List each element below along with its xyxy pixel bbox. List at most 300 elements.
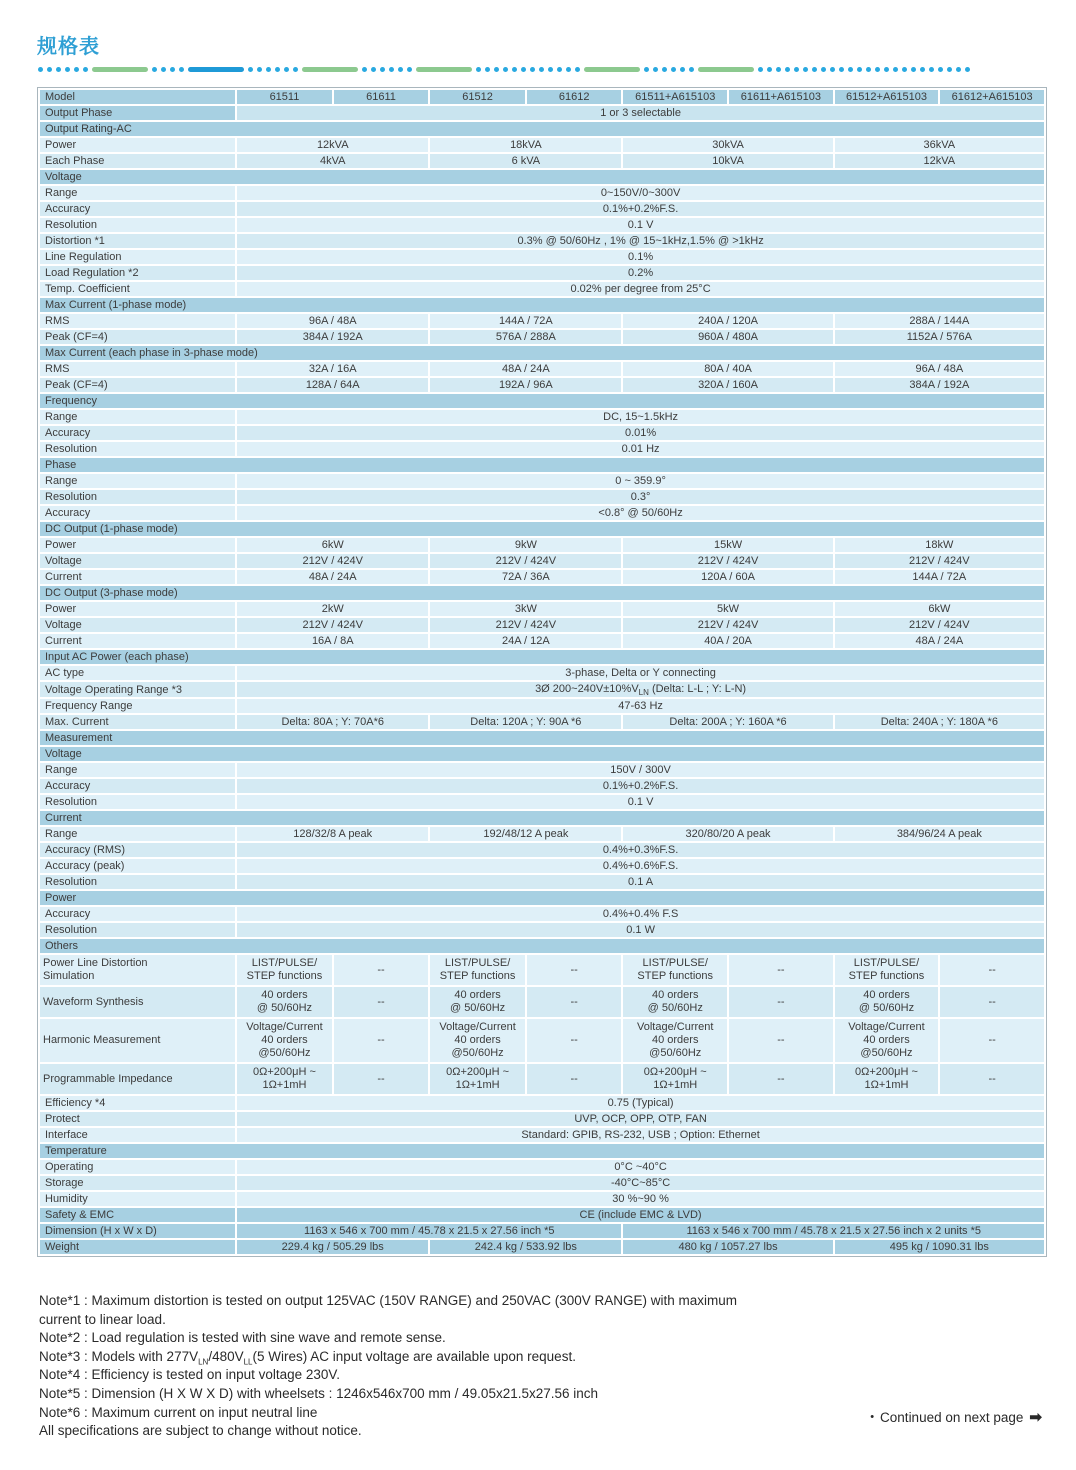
cell-value: 12kVA [236,137,429,153]
spec-table-body [39,89,1045,1255]
cell-value: -40°C~85°C [236,1175,1045,1191]
table-row [39,938,1045,954]
table-row [39,922,1045,938]
dot-icon [503,67,508,72]
cell-value: 0.02% per degree from 25°C [236,281,1045,297]
row-label: AC type [39,665,236,681]
row-label: Resolution [39,874,236,890]
table-row [39,105,1045,121]
row-label: RMS [39,313,236,329]
dot-icon [653,67,658,72]
cell-value: 320/80/20 A peak [622,826,833,842]
cell-value: 212V / 424V [236,617,429,633]
note-line: Note*2 : Load regulation is tested with sine wave and remote sense. [39,1330,446,1346]
dot-icon [575,67,580,72]
dot-icon [830,67,835,72]
table-row [39,1111,1045,1127]
cell-value: 1 or 3 selectable [236,105,1045,121]
cell-value: Voltage/Current 40 orders @50/60Hz [834,1018,940,1063]
note-line: Note*4 : Efficiency is tested on input voltage 230V. [39,1367,340,1383]
dot-icon [371,67,376,72]
cell-value: 9kW [429,537,622,553]
cell-value: 242.4 kg / 533.92 lbs [429,1239,622,1255]
dot-icon [275,67,280,72]
cell-value: 212V / 424V [236,553,429,569]
cell-value: 15kW [622,537,833,553]
cell-value: -- [728,1063,834,1095]
table-row [39,649,1045,665]
table-row [39,762,1045,778]
cell-value: 30kVA [622,137,833,153]
cell-value: 36kVA [834,137,1045,153]
row-label: Current [39,633,236,649]
cell-value: 240A / 120A [622,313,833,329]
row-label: Power [39,537,236,553]
table-row [39,361,1045,377]
cell-value: 0.1 W [236,922,1045,938]
dot-icon [884,67,889,72]
section-header: Measurement [39,730,1045,746]
table-row [39,1207,1045,1223]
cell-value: 0.3% @ 50/60Hz , 1% @ 15~1kHz,1.5% @ >1kHz [236,233,1045,249]
table-row [39,473,1045,489]
dot-icon [848,67,853,72]
cell-value: 212V / 424V [834,617,1045,633]
cell-value: 16A / 8A [236,633,429,649]
row-label: Accuracy [39,906,236,922]
dot-icon [170,67,175,72]
cell-value: 0°C ~40°C [236,1159,1045,1175]
section-header: Others [39,938,1045,954]
dot-icon [56,67,61,72]
note-line: All specifications are subject to change without notice. [39,1423,362,1439]
table-row [39,297,1045,313]
table-row [39,842,1045,858]
cell-value: 0.01 Hz [236,441,1045,457]
table-row [39,746,1045,762]
bullet-icon: • [870,1411,875,1423]
cell-value: 61512+A615103 [834,89,940,105]
cell-value: -- [939,1018,1045,1063]
cell-value: 0~150V/0~300V [236,185,1045,201]
dot-icon [152,67,157,72]
cell-value: 6kW [236,537,429,553]
table-row [39,906,1045,922]
table-row [39,1159,1045,1175]
dot-icon [857,67,862,72]
table-row [39,714,1045,730]
table-row [39,153,1045,169]
cell-value: 384A / 192A [834,377,1045,393]
dot-icon [803,67,808,72]
section-header: Power [39,890,1045,906]
row-label: Range [39,409,236,425]
table-row [39,665,1045,681]
cell-value: -- [526,1018,623,1063]
dot-icon [389,67,394,72]
cell-value: -- [728,986,834,1018]
table-row [39,826,1045,842]
table-row [39,537,1045,553]
note-line: Note*5 : Dimension (H X W X D) with wheelsets : 1246x546x700 mm / 49.05x21.5x27.56 inch [39,1386,599,1402]
cell-value: 96A / 48A [834,361,1045,377]
table-row [39,457,1045,473]
cell-value: 47-63 Hz [236,698,1045,714]
cell-value: 3Ø $200\sim 240V\pm 10\%V_{LN}$ (Delta: L-L ; Y: L-N) [236,681,1045,698]
table-row [39,810,1045,826]
cell-value: 0.1 V [236,217,1045,233]
cell-value: -- [333,1063,430,1095]
row-label: Frequency Range [39,698,236,714]
row-label: Efficiency *4 [39,1095,236,1111]
row-label: Resolution [39,794,236,810]
cell-value: 0.75 (Typical) [236,1095,1045,1111]
row-label: Interface [39,1127,236,1143]
cell-value: Delta: 240A ; Y: 180A *6 [834,714,1045,730]
cell-value: 61611 [333,89,430,105]
cell-value: 61511 [236,89,333,105]
cell-value: 24A / 12A [429,633,622,649]
cell-value: 0.1% [236,249,1045,265]
cell-value: 576A / 288A [429,329,622,345]
cell-value: -- [728,954,834,986]
table-row [39,521,1045,537]
dot-icon [485,67,490,72]
section-header: Max Current (each phase in 3-phase mode) [39,345,1045,361]
dot-icon [557,67,562,72]
dot-icon [548,67,553,72]
dot-icon [956,67,961,72]
cell-value: 96A / 48A [236,313,429,329]
dot-icon [380,67,385,72]
table-row [39,233,1045,249]
table-row [39,1175,1045,1191]
dot-icon [47,67,52,72]
row-label: RMS [39,361,236,377]
row-label: Resolution [39,441,236,457]
row-label: Voltage [39,617,236,633]
cell-value: 1163 x 546 x 700 mm / 45.78 x 21.5 x 27.56 inch *5 [236,1223,622,1239]
cell-value: LIST/PULSE/ STEP functions [622,954,728,986]
table-row [39,169,1045,185]
cell-value: 212V / 424V [622,553,833,569]
table-row [39,185,1045,201]
cell-value: Delta: 120A ; Y: 90A *6 [429,714,622,730]
dot-icon [662,67,667,72]
table-row [39,1143,1045,1159]
section-header: Phase [39,457,1045,473]
cell-value: 40 orders @ 50/60Hz [236,986,333,1018]
row-label: Accuracy (RMS) [39,842,236,858]
dot-icon [362,67,367,72]
note-line: Note*1 : Maximum distortion is tested on output 125VAC (150V RANGE) and 250VAC (300V RANGE) with maximum [39,1293,738,1308]
row-label: Humidity [39,1191,236,1207]
dot-icon [776,67,781,72]
cell-value: -- [333,986,430,1018]
cell-value: 0.1%+0.2%F.S. [236,201,1045,217]
row-label: Accuracy [39,201,236,217]
dot-icon [812,67,817,72]
cell-value: 0.3° [236,489,1045,505]
row-label: Harmonic Measurement [39,1018,236,1063]
cell-value: 40 orders @ 50/60Hz [622,986,728,1018]
cell-value: 0.1%+0.2%F.S. [236,778,1045,794]
cell-value: Voltage/Current 40 orders @50/60Hz [622,1018,728,1063]
dot-icon [179,67,184,72]
row-label: Accuracy [39,505,236,521]
table-row [39,201,1045,217]
section-header: Voltage [39,746,1045,762]
cell-value: 1152A / 576A [834,329,1045,345]
table-row [39,281,1045,297]
cell-value: 48A / 24A [429,361,622,377]
dot-icon [902,67,907,72]
cell-value: 80A / 40A [622,361,833,377]
table-row [39,393,1045,409]
cell-value: 212V / 424V [622,617,833,633]
row-label: Voltage [39,553,236,569]
cell-value: -- [333,954,430,986]
table-row [39,617,1045,633]
row-label: Range [39,762,236,778]
cell-value: 61612 [526,89,623,105]
table-row [39,730,1045,746]
cell-value: -- [728,1018,834,1063]
cell-value: 18kVA [429,137,622,153]
row-label: Distortion *1 [39,233,236,249]
table-row [39,794,1045,810]
dot-icon [284,67,289,72]
dot-icon [494,67,499,72]
row-label: Peak (CF=4) [39,329,236,345]
notes [39,1292,869,1441]
cell-value: 6 kVA [429,153,622,169]
row-label: Range [39,826,236,842]
dot-icon [257,67,262,72]
row-label: Operating [39,1159,236,1175]
section-header: Output Rating-AC [39,121,1045,137]
dot-icon [689,67,694,72]
row-label: Storage [39,1175,236,1191]
table-row [39,633,1045,649]
spec-table [38,88,1046,1256]
dot-icon [758,67,763,72]
row-label: Protect [39,1111,236,1127]
table-row [39,986,1045,1018]
cell-value: 0Ω+200μH ~ 1Ω+1mH [429,1063,526,1095]
dot-icon [785,67,790,72]
dot-icon [83,67,88,72]
cell-value: 61611+A615103 [728,89,834,105]
dot-icon [512,67,517,72]
cell-value: 128A / 64A [236,377,429,393]
section-header: Temperature [39,1143,1045,1159]
cell-value: 0.4%+0.3%F.S. [236,842,1045,858]
table-row [39,874,1045,890]
dash-icon [302,67,358,72]
cell-value: 0Ω+200μH ~ 1Ω+1mH [622,1063,728,1095]
cell-value: 0.01% [236,425,1045,441]
cell-value: 12kVA [834,153,1045,169]
table-row [39,1095,1045,1111]
cell-value: 212V / 424V [429,617,622,633]
dot-icon [407,67,412,72]
cell-value: 960A / 480A [622,329,833,345]
cell-value: CE (include EMC & LVD) [236,1207,1045,1223]
cell-value: Standard: GPIB, RS-232, USB ; Option: Ethernet [236,1127,1045,1143]
cell-value: 4kVA [236,153,429,169]
section-header: DC Output (3-phase mode) [39,585,1045,601]
row-label: Resolution [39,217,236,233]
section-header: Input AC Power (each phase) [39,649,1045,665]
dot-icon [521,67,526,72]
cell-value: -- [526,1063,623,1095]
cell-value: 61512 [429,89,526,105]
cell-value: Delta: 200A ; Y: 160A *6 [622,714,833,730]
cell-value: 61612+A615103 [939,89,1045,105]
dot-icon [821,67,826,72]
continued-note [870,1408,1042,1426]
cell-value: LIST/PULSE/ STEP functions [429,954,526,986]
row-label: Model [39,89,236,105]
dot-icon [893,67,898,72]
cell-value: 18kW [834,537,1045,553]
row-label: Voltage Operating Range *3 [39,681,236,698]
dot-icon [767,67,772,72]
dot-icon [920,67,925,72]
cell-value: <0.8° @ 50/60Hz [236,505,1045,521]
cell-value: 40 orders @ 50/60Hz [429,986,526,1018]
cell-value: DC, 15~1.5kHz [236,409,1045,425]
cell-value: 212V / 424V [429,553,622,569]
table-row [39,441,1045,457]
cell-value: 384A / 192A [236,329,429,345]
cell-value: 6kW [834,601,1045,617]
table-row [39,217,1045,233]
row-label: Power [39,137,236,153]
cell-value: 212V / 424V [834,553,1045,569]
dot-icon [644,67,649,72]
dot-icon [248,67,253,72]
cell-value: -- [526,954,623,986]
table-row [39,409,1045,425]
cell-value: 0.4%+0.6%F.S. [236,858,1045,874]
table-row [39,601,1045,617]
continued-text: Continued on next page [880,1409,1024,1425]
cell-value: 120A / 60A [622,569,833,585]
cell-value: 384/96/24 A peak [834,826,1045,842]
cell-value: 0Ω+200μH ~ 1Ω+1mH [834,1063,940,1095]
table-row [39,265,1045,281]
dot-icon [530,67,535,72]
section-header: DC Output (1-phase mode) [39,521,1045,537]
note-line: Note*3 : Models with $277V_{LN}/480V_{LL}(5$ Wires) AC input voltage are available upon request. [39,1348,576,1367]
dot-icon [266,67,271,72]
divider-dots-icon [38,66,1042,72]
cell-value: 48A / 24A [236,569,429,585]
row-label: Weight [39,1239,236,1255]
table-row [39,569,1045,585]
dot-icon [911,67,916,72]
cell-value: 48A / 24A [834,633,1045,649]
dash-icon [188,67,244,72]
row-label: Power Line Distortion Simulation [39,954,236,986]
dot-icon [161,67,166,72]
dot-icon [875,67,880,72]
table-row [39,890,1045,906]
cell-value: 30 %~90 % [236,1191,1045,1207]
table-row [39,89,1045,105]
cell-value: -- [939,954,1045,986]
cell-value: 288A / 144A [834,313,1045,329]
row-label: Range [39,473,236,489]
table-row [39,1223,1045,1239]
table-row [39,1018,1045,1063]
table-row [39,505,1045,521]
table-row [39,313,1045,329]
table-row [39,1063,1045,1095]
row-label: Accuracy [39,778,236,794]
cell-value: 0.4%+0.4% F.S [236,906,1045,922]
note-line: current to linear load. [39,1311,166,1327]
row-label: Peak (CF=4) [39,377,236,393]
cell-value: Voltage/Current 40 orders @50/60Hz [236,1018,333,1063]
row-label: Safety & EMC [39,1207,236,1223]
dash-icon [698,67,754,72]
cell-value: LIST/PULSE/ STEP functions [236,954,333,986]
row-label: Load Regulation *2 [39,265,236,281]
dash-icon [92,67,148,72]
cell-value: 0 ~ 359.9° [236,473,1045,489]
dot-icon [839,67,844,72]
dot-icon [947,67,952,72]
dot-icon [929,67,934,72]
row-label: Resolution [39,922,236,938]
dot-icon [680,67,685,72]
dot-icon [938,67,943,72]
table-row [39,121,1045,137]
right-arrow-icon: ➡ [1029,1409,1042,1426]
row-label: Power [39,601,236,617]
cell-value: 72A / 36A [429,569,622,585]
table-row [39,858,1045,874]
cell-value: 144A / 72A [429,313,622,329]
cell-value: 320A / 160A [622,377,833,393]
table-row [39,1127,1045,1143]
cell-value: 32A / 16A [236,361,429,377]
cell-value: 0.1 V [236,794,1045,810]
row-label: Accuracy [39,425,236,441]
table-row [39,585,1045,601]
cell-value: 192A / 96A [429,377,622,393]
cell-value: 480 kg / 1057.27 lbs [622,1239,833,1255]
dot-icon [539,67,544,72]
row-label: Max. Current [39,714,236,730]
table-row [39,329,1045,345]
row-label: Programmable Impedance [39,1063,236,1095]
dash-icon [416,67,472,72]
dash-icon [584,67,640,72]
table-row [39,425,1045,441]
dot-icon [38,67,43,72]
cell-value: 61511+A615103 [622,89,728,105]
dot-icon [566,67,571,72]
table-row [39,377,1045,393]
cell-value: -- [939,986,1045,1018]
dot-icon [398,67,403,72]
cell-value: 1163 x 546 x 700 mm / 45.78 x 21.5 x 27.56 inch x 2 units *5 [622,1223,1045,1239]
row-label: Each Phase [39,153,236,169]
